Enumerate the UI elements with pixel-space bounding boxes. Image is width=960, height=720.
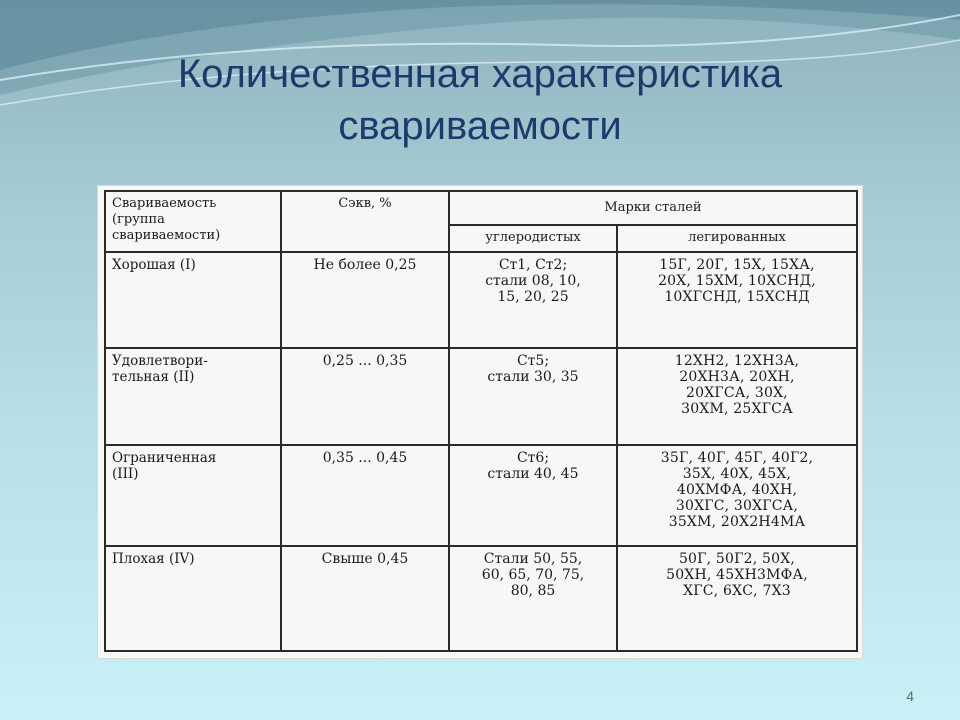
slide-title-line-2: свариваемости <box>338 104 622 148</box>
slide-title-line-1: Количественная характеристика <box>177 52 783 96</box>
cell-ceq: Не более 0,25 <box>281 252 449 349</box>
weldability-table <box>104 190 858 652</box>
cell-group: Ограниченная (III) <box>105 445 281 546</box>
cell-group: Хорошая (I) <box>105 252 281 349</box>
table-row <box>105 252 857 349</box>
slide-number: 4 <box>906 688 914 704</box>
header-weldability-group: Свариваемость (группа свариваемости) <box>105 191 281 252</box>
cell-ceq: 0,25 ... 0,35 <box>281 348 449 445</box>
cell-ceq: 0,35 ... 0,45 <box>281 445 449 546</box>
header-steel-grades: Марки сталей <box>449 191 857 225</box>
cell-alloy-grades: 12ХН2, 12ХН3А, 20ХН3А, 20ХН, 20ХГСА, 30Х, 30ХМ, 25ХГСА <box>617 348 857 445</box>
cell-alloy-grades: 35Г, 40Г, 45Г, 40Г2, 35Х, 40Х, 45Х, 40ХМФА, 40ХН, 30ХГС, 30ХГСА, 35ХМ, 20Х2Н4МА <box>617 445 857 546</box>
cell-carbon-grades: Стали 50, 55, 60, 65, 70, 75, 80, 85 <box>449 546 617 651</box>
cell-ceq: Свыше 0,45 <box>281 546 449 651</box>
table-row <box>105 546 857 651</box>
cell-alloy-grades: 50Г, 50Г2, 50Х, 50ХН, 45ХН3МФА, ХГС, 6ХС, 7Х3 <box>617 546 857 651</box>
cell-group: Удовлетвори- тельная (II) <box>105 348 281 445</box>
table-row <box>105 445 857 546</box>
cell-alloy-grades: 15Г, 20Г, 15Х, 15ХА, 20Х, 15ХМ, 10ХСНД, 10ХГСНД, 15ХСНД <box>617 252 857 349</box>
header-alloy-steels: легированных <box>617 225 857 251</box>
cell-carbon-grades: Ст6; стали 40, 45 <box>449 445 617 546</box>
table-row <box>105 348 857 445</box>
cell-group: Плохая (IV) <box>105 546 281 651</box>
table-header-row <box>105 191 857 225</box>
cell-carbon-grades: Ст1, Ст2; стали 08, 10, 15, 20, 25 <box>449 252 617 349</box>
cell-carbon-grades: Ст5; стали 30, 35 <box>449 348 617 445</box>
weldability-table-image <box>98 186 862 658</box>
header-carbon-equivalent: Сэкв, % <box>281 191 449 252</box>
header-carbon-steels: углеродистых <box>449 225 617 251</box>
slide-title <box>0 48 960 152</box>
